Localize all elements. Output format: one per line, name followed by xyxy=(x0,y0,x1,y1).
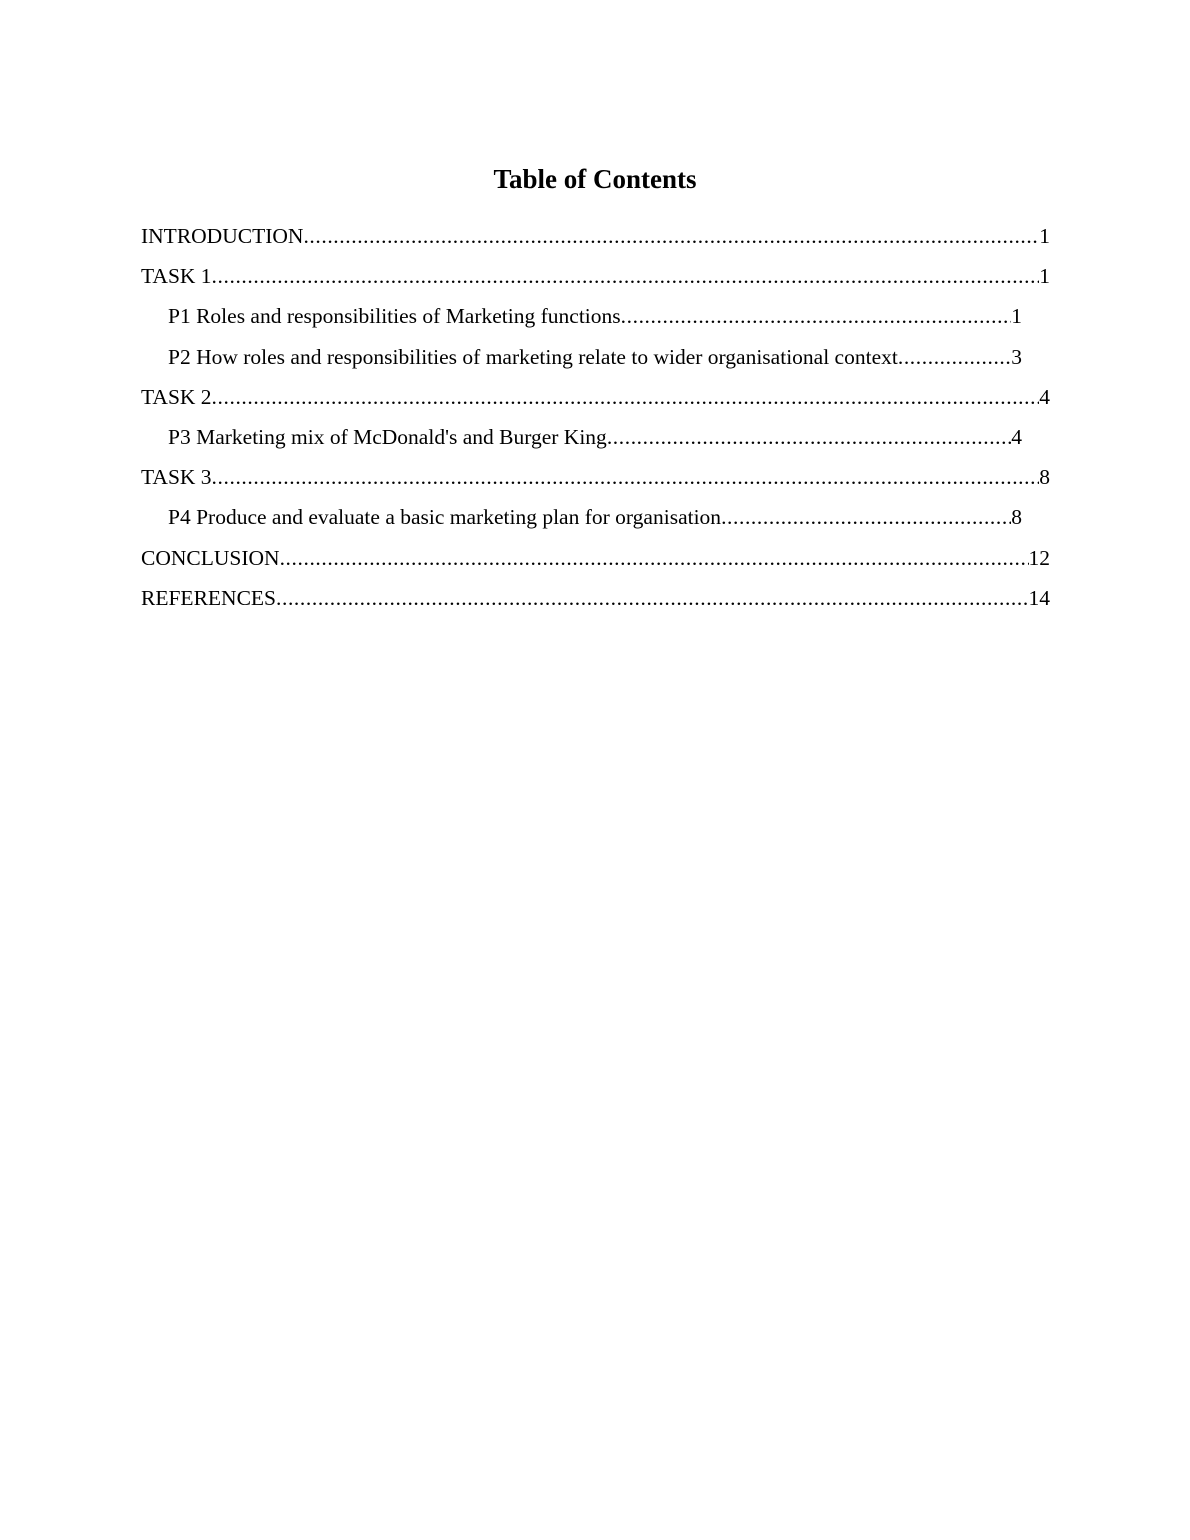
toc-entry-label: P4 Produce and evaluate a basic marketing plan for organisation xyxy=(168,505,722,530)
toc-page-number: 14 xyxy=(1028,585,1050,610)
toc-dot-leader xyxy=(721,497,1011,537)
toc-dot-leader xyxy=(212,457,1040,497)
toc-page-number: 1 xyxy=(1011,304,1022,329)
toc-page-number: 3 xyxy=(1011,344,1022,369)
page-title: Table of Contents xyxy=(493,164,697,194)
toc-entry-label: P3 Marketing mix of McDonald's and Burger King xyxy=(168,424,607,449)
toc-dot-leader xyxy=(303,216,1039,256)
toc-entry-task-1[interactable] xyxy=(141,256,1050,296)
toc-entry-task-2[interactable] xyxy=(141,377,1050,417)
table-of-contents xyxy=(0,216,1190,618)
toc-dot-leader xyxy=(276,578,1029,618)
toc-entry-label: TASK 2 xyxy=(141,384,212,409)
toc-dot-leader xyxy=(280,538,1029,578)
toc-page-number: 1 xyxy=(1039,264,1050,289)
toc-entry-p4[interactable] xyxy=(168,497,1022,537)
toc-page-number: 12 xyxy=(1028,545,1050,570)
toc-entry-label: CONCLUSION xyxy=(141,545,280,570)
toc-entry-label: REFERENCES xyxy=(141,585,276,610)
toc-entry-conclusion[interactable] xyxy=(141,538,1050,578)
toc-entry-introduction[interactable] xyxy=(141,216,1050,256)
toc-entry-p2[interactable] xyxy=(168,337,1022,377)
toc-dot-leader xyxy=(621,296,1012,336)
toc-dot-leader xyxy=(898,337,1011,377)
toc-entry-label: P1 Roles and responsibilities of Marketing functions xyxy=(168,304,621,329)
toc-page-number: 4 xyxy=(1011,424,1022,449)
toc-page-number: 4 xyxy=(1039,384,1050,409)
toc-entry-p3[interactable] xyxy=(168,417,1022,457)
toc-entry-label: TASK 3 xyxy=(141,465,212,490)
toc-entry-task-3[interactable] xyxy=(141,457,1050,497)
toc-dot-leader xyxy=(607,417,1011,457)
toc-entry-label: TASK 1 xyxy=(141,264,212,289)
toc-page-number: 1 xyxy=(1039,224,1050,248)
toc-entry-p1[interactable] xyxy=(168,296,1022,336)
toc-entry-label: P2 How roles and responsibilities of marketing relate to wider organisational context xyxy=(168,344,898,369)
toc-dot-leader xyxy=(212,256,1040,296)
toc-entry-references[interactable] xyxy=(141,578,1050,618)
toc-entry-label: INTRODUCTION xyxy=(141,224,304,248)
toc-page-number: 8 xyxy=(1039,465,1050,490)
toc-dot-leader xyxy=(212,377,1040,417)
toc-page-number: 8 xyxy=(1011,505,1022,530)
